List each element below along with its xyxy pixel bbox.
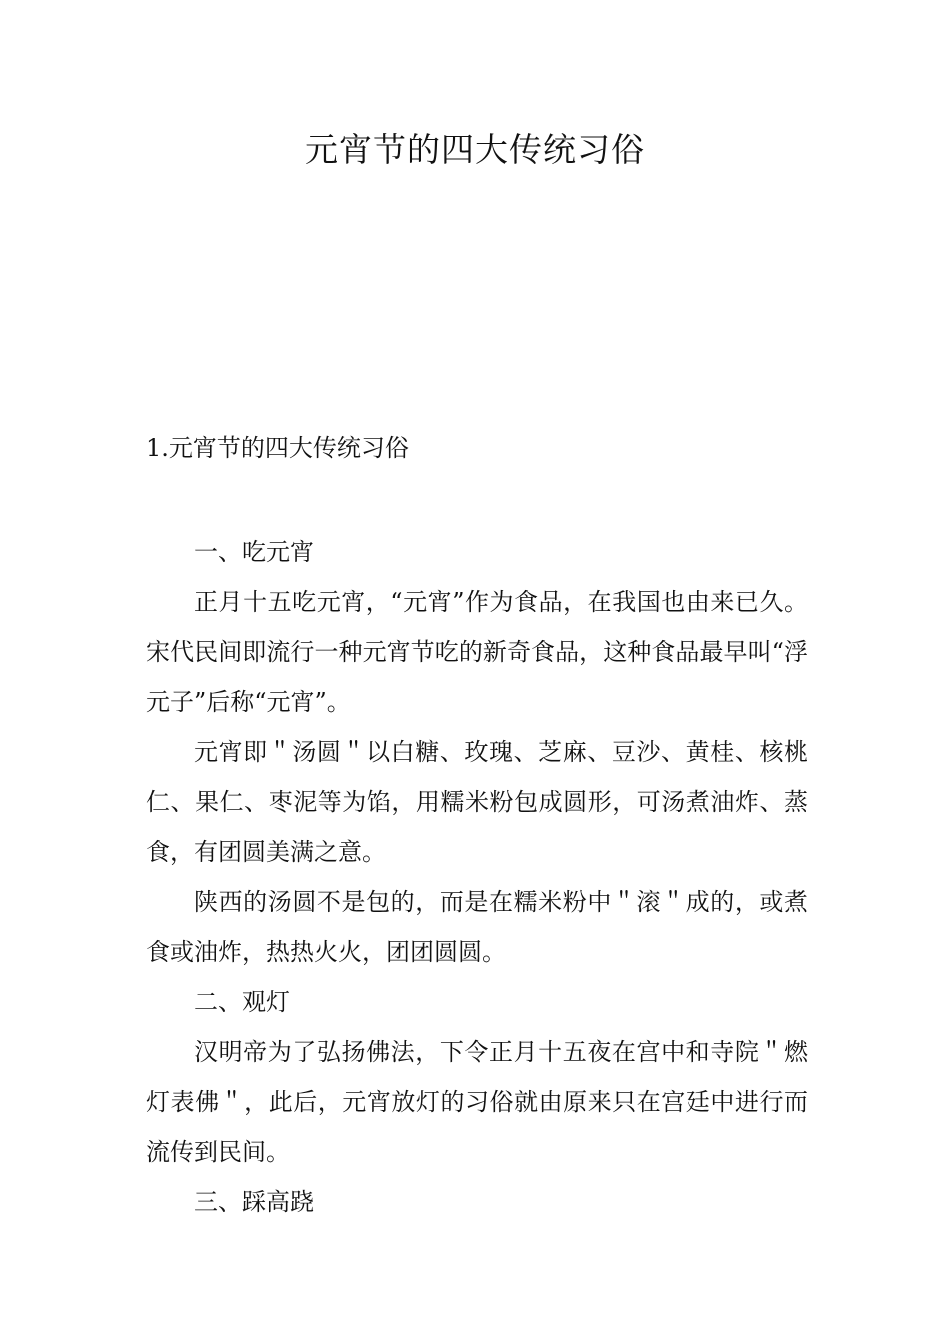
section-heading-stilts: 三、踩高跷 <box>194 1188 314 1216</box>
body-paragraph: 汉明帝为了弘扬佛法，下令正月十五夜在宫中和寺院＂燃灯表佛＂，此后，元宵放灯的习俗就由原来只在宫廷中进行而流传到民间。 <box>146 1038 808 1166</box>
section-heading-eat-yuanxiao: 一、吃元宵 <box>194 538 314 566</box>
section-title: 1.元宵节的四大传统习俗 <box>146 434 409 462</box>
document-body <box>146 527 808 1227</box>
section-heading-lanterns: 二、观灯 <box>194 988 290 1016</box>
document-title: 元宵节的四大传统习俗 <box>305 130 645 169</box>
body-paragraph: 元宵即＂汤圆＂以白糖、玫瑰、芝麻、豆沙、黄桂、核桃仁、果仁、枣泥等为馅，用糯米粉包成圆形，可汤煮油炸、蒸食，有团圆美满之意。 <box>146 738 808 866</box>
body-paragraph: 正月十五吃元宵，“元宵”作为食品，在我国也由来已久。宋代民间即流行一种元宵节吃的新奇食品，这种食品最早叫“浮元子”后称“元宵”。 <box>146 588 808 716</box>
body-paragraph: 陕西的汤圆不是包的，而是在糯米粉中＂滚＂成的，或煮食或油炸，热热火火，团团圆圆。 <box>146 888 808 966</box>
